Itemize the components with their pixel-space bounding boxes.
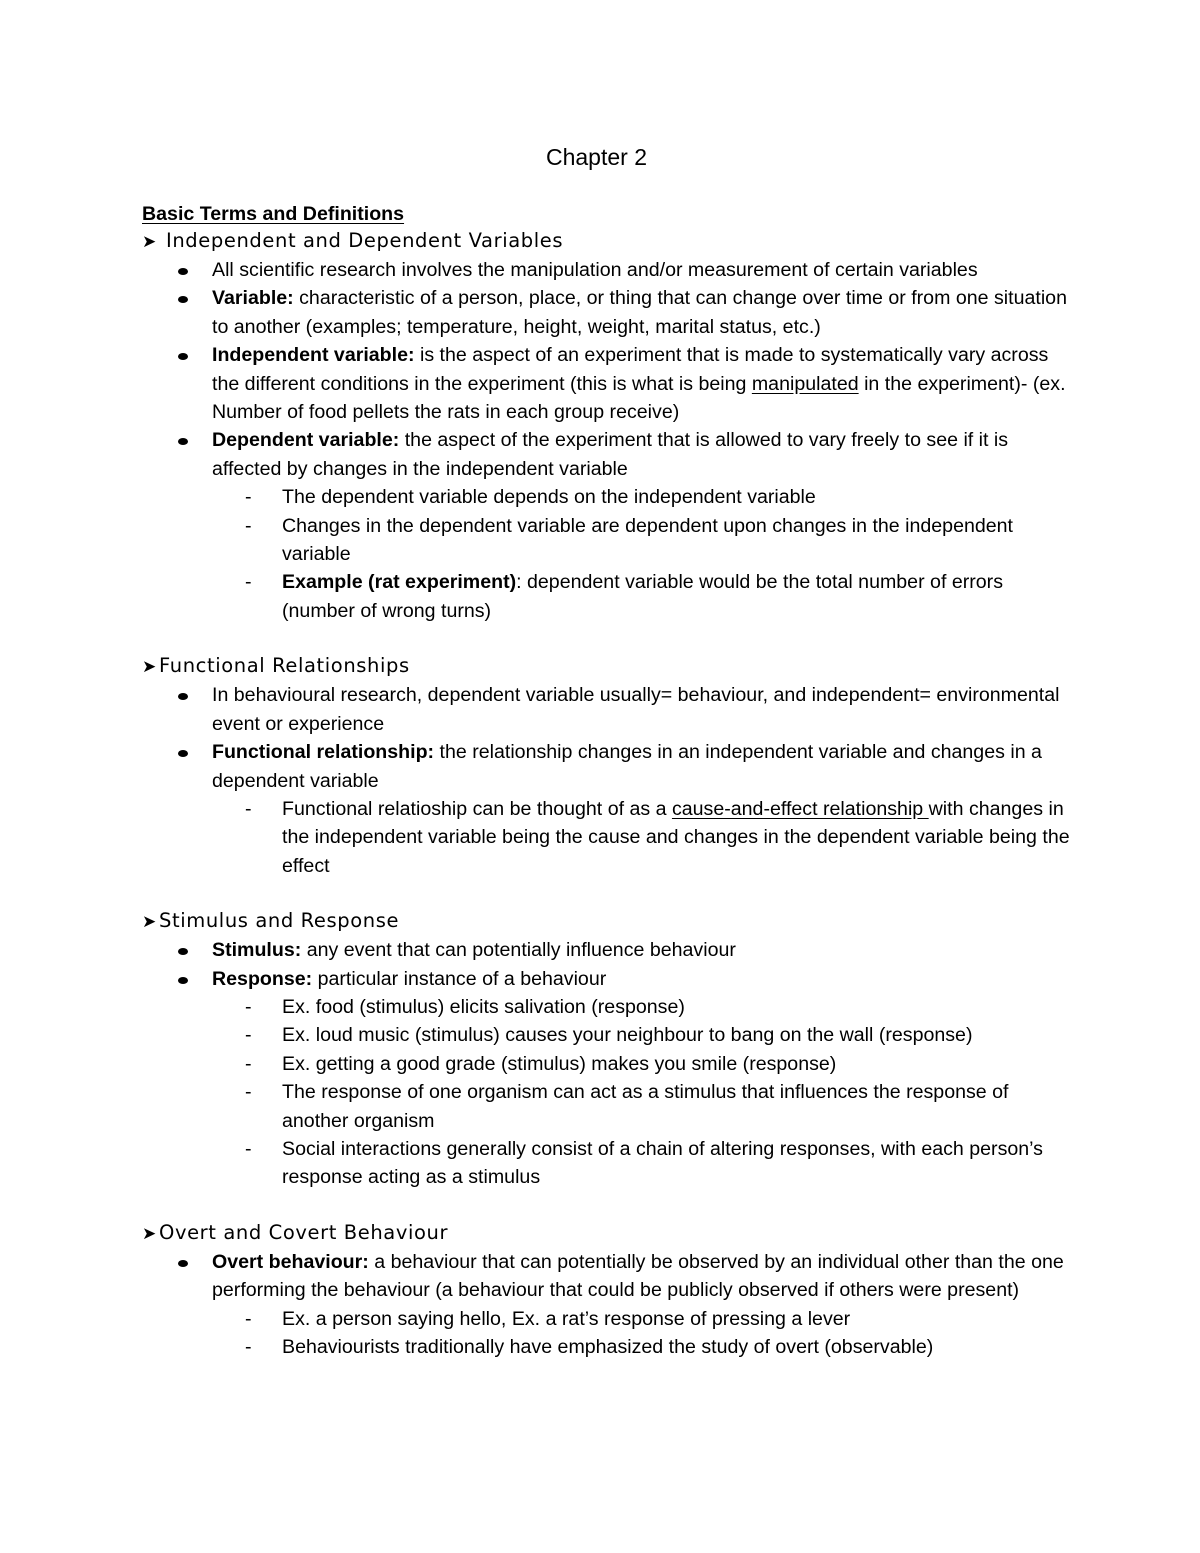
term: Stimulus: [212,939,302,962]
list-item: - Example (rat experiment): dependent variable would be the total number of errors (number of wrong turns) [212,568,1072,625]
list-item: Dependent variable: the aspect of the experiment that is allowed to vary freely to see if it is affected by changes in the independent variable - The dependent variable depends on the independent variable - Changes in the dependent variable are dependent upon changes in the independent variable - Example (rat experiment): dependent variable would be the total number of errors (number of wrong turns) [142,426,1072,625]
underlined-text: manipulated [751,372,859,395]
list-item: - Behaviourists traditionally have emphasized the study of overt (observable) [212,1333,1072,1361]
page-title: Chapter 2 [545,144,647,170]
list-item: - Ex. loud music (stimulus) causes your neighbour to bang on the wall (response) [212,1021,1072,1049]
arrow-bullet-icon: ➤ [142,912,157,932]
section-title: Independent and Dependent Variables [166,229,564,252]
arrow-bullet-icon: ➤ [142,1223,157,1243]
section-heading [142,227,1072,256]
dash-list [212,1305,1072,1362]
bullet-list [142,256,1072,625]
list-item: - Ex. food (stimulus) elicits salivation (response) [212,993,1072,1021]
list-item: All scientific research involves the manipulation and/or measurement of certain variables [142,256,1072,284]
dash-list [212,795,1072,880]
underlined-text: cause-and-effect relationship [671,797,929,820]
list-item: Variable: characteristic of a person, place, or thing that can change over time or from one situation to another (examples; temperature, height, weight, marital status, etc.) [142,284,1072,341]
dash-list [212,483,1072,625]
list-item: Response: particular instance of a behaviour - Ex. food (stimulus) elicits salivation (response) - Ex. loud music (stimulus) causes your neighbour to bang on the wall (response) - Ex. getting a good grade (stimulus) makes you smile (response) - The response of one organism can act as a stimulus that influences the response of another organism - Social interactions generally consist of a chain of altering responses, with each person’s response acting as a stimulus [142,965,1072,1192]
list-item: - Social interactions generally consist of a chain of altering responses, with each person’s response acting as a stimulus [212,1135,1072,1192]
term: Independent variable: [212,344,415,367]
list-item: - Functional relatioship can be thought of as a cause-and-effect relationship with changes in the independent variable being the cause and changes in the dependent variable being the effect [212,795,1072,880]
dash-list [212,993,1072,1192]
list-item: Functional relationship: the relationship changes in an independent variable and changes in a dependent variable - Functional relatioship can be thought of as a cause-and-effect relationship with changes in the independent variable being the cause and changes in the dependent variable being the effect [142,738,1072,880]
list-item: Stimulus: any event that can potentially influence behaviour [142,936,1072,964]
arrow-bullet-icon: ➤ [142,232,157,251]
list-item: Overt behaviour: a behaviour that can potentially be observed by an individual other than the one performing the behaviour (a behaviour that could be publicly observed if others were present) - Ex. a person saying hello, Ex. a rat’s response of pressing a lever - Behaviourists traditionally have emphasized the study of overt (observable) [142,1248,1072,1362]
list-item: - The response of one organism can act as a stimulus that influences the response of another organism [212,1078,1072,1135]
term: Variable: [212,287,294,310]
term: Dependent variable: [212,429,400,452]
section-heading [142,1219,1072,1248]
list-item: - Ex. a person saying hello, Ex. a rat’s response of pressing a lever [212,1305,1072,1333]
section-heading [142,907,1072,936]
term: Example (rat experiment) [282,571,517,594]
subheading: Basic Terms and Definitions [142,203,405,225]
list-item: - Ex. getting a good grade (stimulus) makes you smile (response) [212,1050,1072,1078]
section-title: Functional Relationships [159,654,410,678]
list-item: In behavioural research, dependent variable usually= behaviour, and independent= environmental event or experience [142,681,1072,738]
document-body [142,201,1072,1361]
list-item: - Changes in the dependent variable are dependent upon changes in the independent variable [212,512,1072,569]
bullet-list [142,1248,1072,1362]
arrow-bullet-icon: ➤ [142,657,157,677]
term: Functional relationship: [212,741,435,764]
bullet-list [142,681,1072,880]
term: Overt behaviour: [212,1250,369,1273]
bullet-list [142,936,1072,1192]
list-item: Independent variable: is the aspect of an experiment that is made to systematically vary across the different conditions in the experiment (this is what is being manipulated in the experiment)- (ex. Number of food pellets the rats in each group receive) [142,341,1072,426]
term: Response: [212,967,313,990]
list-item: - The dependent variable depends on the independent variable [212,483,1072,511]
section-heading [142,652,1072,681]
section-title: Overt and Covert Behaviour [159,1220,449,1244]
section-title: Stimulus and Response [159,909,400,933]
